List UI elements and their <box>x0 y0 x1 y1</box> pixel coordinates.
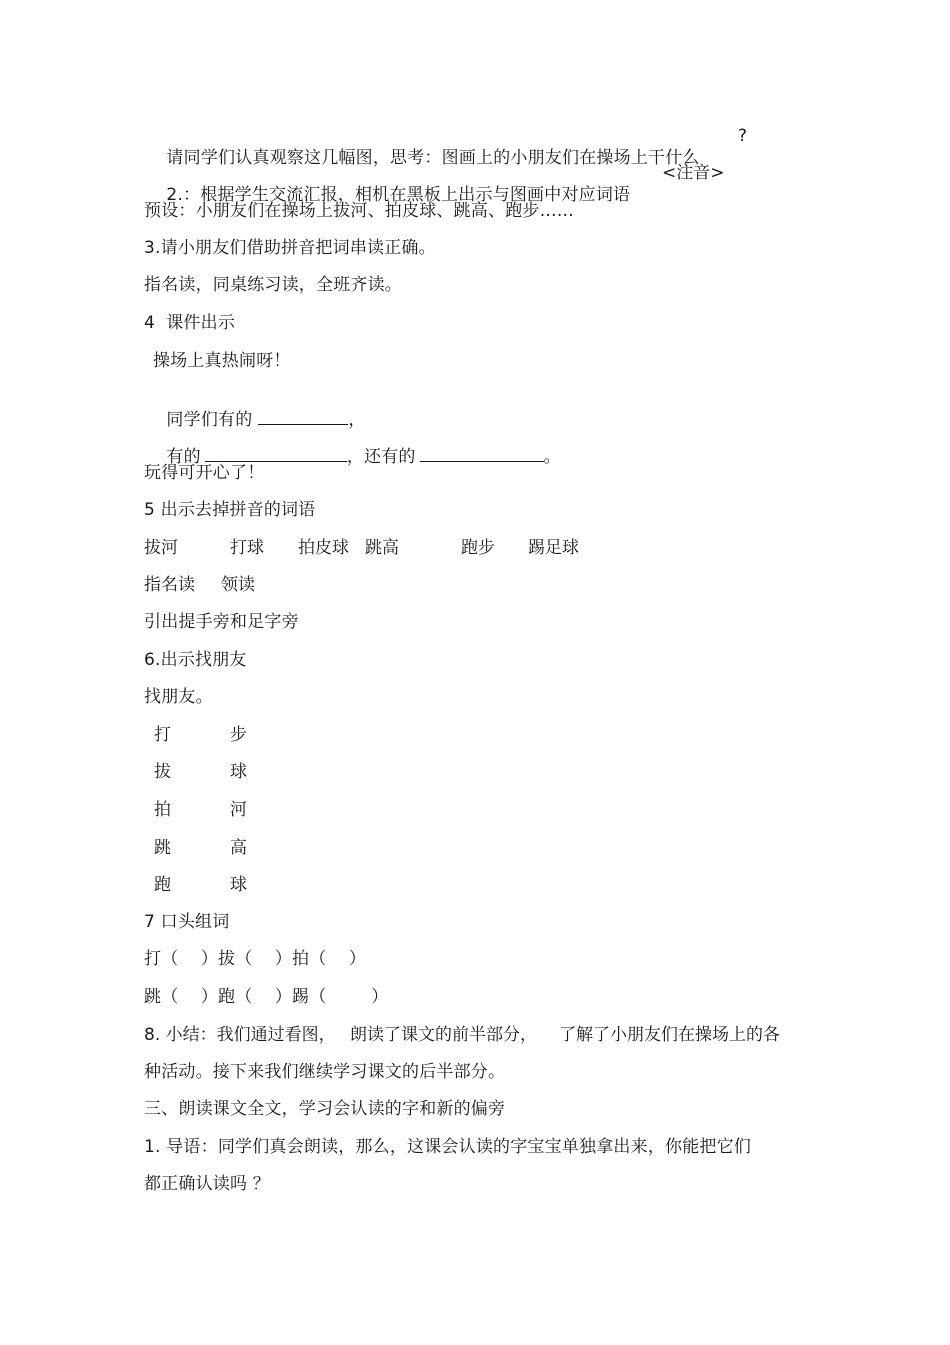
word-item: 拔河 <box>144 538 178 558</box>
preset-line: 预设：小朋友们在操场上拔河、拍皮球、跳高、跑步…… <box>144 201 574 221</box>
word-item: 跑步 <box>461 538 495 558</box>
fill-2-text-b: ，还有的 <box>346 447 416 467</box>
guide-line: 1. 导语：同学们真会朗读，那么，这课会认读的字宝宝单独拿出来，你能把它们 <box>144 1137 752 1157</box>
fill-blank <box>258 409 348 425</box>
fill-2-text-c: 。 <box>543 447 561 467</box>
playground-line: 操场上真热闹呀！ <box>153 351 291 371</box>
word-item: 跳高 <box>365 538 399 558</box>
step-7-heading: 7 口头组词 <box>144 912 230 932</box>
fill-1-punct: ， <box>348 410 366 430</box>
pair-left-char: 打 <box>154 725 171 745</box>
step-5-heading: 5 出示去掉拼音的词语 <box>144 500 316 520</box>
word-item: 拍皮球 <box>298 538 349 558</box>
pair-left-char: 拍 <box>154 800 171 820</box>
fill-blank <box>205 446 347 462</box>
question-mark: ? <box>738 126 748 146</box>
pinyin-note: <注音> <box>662 163 725 183</box>
summary-text-a: 8. 小结：我们通过看图， <box>144 1025 336 1045</box>
question-text: 请同学们认真观察这几幅图，思考：图画上的小朋友们在操场上干什么 <box>166 148 700 168</box>
pair-left-char: 拔 <box>154 762 171 782</box>
step-4-heading: 4 课件出示 <box>144 313 236 333</box>
pair-right-char: 球 <box>230 875 247 895</box>
summary-text-b: 朗读了课文的前半部分， <box>350 1025 537 1045</box>
reading-line: 指名读，同桌练习读，全班齐读。 <box>144 275 402 295</box>
pair-right-char: 球 <box>230 762 247 782</box>
fill-2-text-a: 有的 <box>166 447 201 467</box>
pair-right-char: 河 <box>230 800 247 820</box>
word-item: 踢足球 <box>528 538 579 558</box>
find-friends-line: 找朋友。 <box>144 687 213 707</box>
pair-left-char: 跳 <box>154 838 171 858</box>
step-2-text: 2.：根据学生交流汇报，相机在黑板上出示与图画中对应词语 <box>166 185 631 205</box>
pair-left-char: 跑 <box>154 875 171 895</box>
word-group-line-2: 跳（ ）跑（ ）踢（ ） <box>144 987 389 1007</box>
step-6-heading: 6.出示找朋友 <box>144 650 247 670</box>
pair-right-char: 步 <box>230 725 247 745</box>
summary-text-c: 了解了小朋友们在操场上的各 <box>559 1025 780 1045</box>
word-group-line-1: 打（ ）拔（ ）拍（ ） <box>144 949 367 969</box>
name-reading: 指名读 <box>144 575 195 595</box>
fun-line: 玩得可开心了！ <box>144 463 265 483</box>
summary-continuation: 种活动。接下来我们继续学习课文的后半部分。 <box>144 1062 506 1082</box>
step-3-line: 3.请小朋友们借助拼音把词串读正确。 <box>144 238 436 258</box>
word-item: 打球 <box>230 538 264 558</box>
pair-right-char: 高 <box>230 838 247 858</box>
fill-1-text: 同学们有的 <box>166 410 253 430</box>
fill-blank <box>420 446 544 462</box>
guide-continuation: 都正确认读吗 ？ <box>144 1174 271 1194</box>
lead-reading: 领读 <box>221 575 255 595</box>
section-3-heading: 三、朗读课文全文，学习会认读的字和新的偏旁 <box>144 1099 506 1119</box>
radical-line: 引出提手旁和足字旁 <box>144 612 299 632</box>
